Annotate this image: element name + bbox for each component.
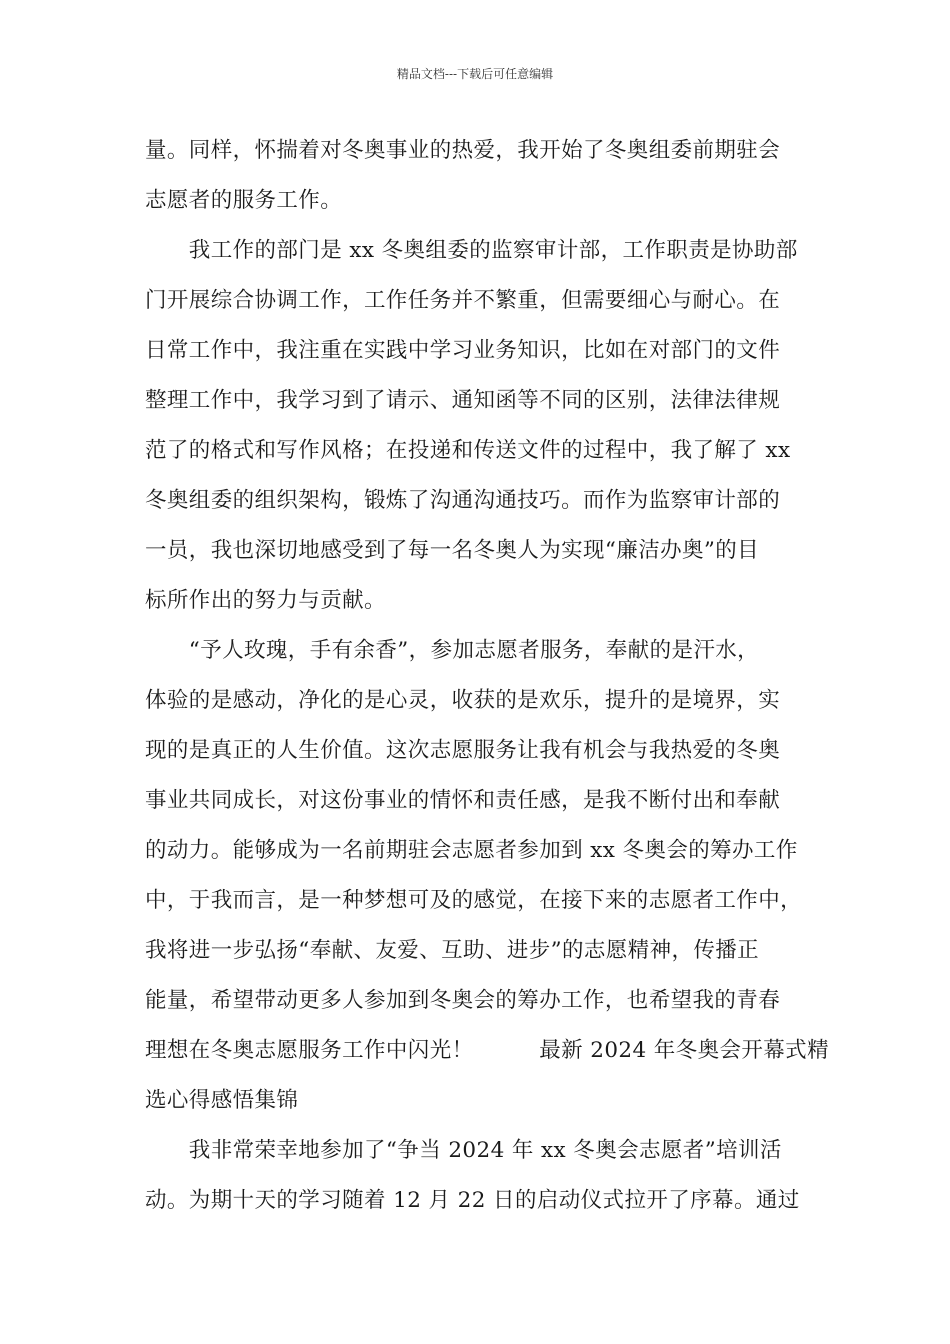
- text-line: 我将进一步弘扬“奉献、友爱、互助、进步”的志愿精神，传播正: [145, 938, 760, 963]
- page-header: 精品文档---下载后可任意编辑: [396, 67, 554, 81]
- text-line: 门开展综合协调工作，工作任务并不繁重，但需要细心与耐心。在: [145, 288, 781, 313]
- text-line: 动。为期十天的学习随着 12 月 22 日的启动仪式拉开了序幕。通过: [145, 1188, 800, 1213]
- text-line: 的动力。能够成为一名前期驻会志愿者参加到 xx 冬奥会的筹办工作: [145, 838, 798, 863]
- text-line: 一员，我也深切地感受到了每一名冬奥人为实现“廉洁办奥”的目: [145, 538, 760, 563]
- text-line: 志愿者的服务工作。: [145, 188, 343, 213]
- text-line: 整理工作中，我学习到了请示、通知函等不同的区别，法律法律规: [145, 388, 781, 413]
- text-line: 日常工作中，我注重在实践中学习业务知识，比如在对部门的文件: [145, 338, 781, 363]
- text-line: 我非常荣幸地参加了“争当 2024 年 xx 冬奥会志愿者”培训活: [145, 1138, 782, 1163]
- text-line: 标所作出的努力与贡献。: [145, 588, 386, 613]
- text-line: 理想在冬奥志愿服务工作中闪光！ 最新 2024 年冬奥会开幕式精: [145, 1038, 829, 1063]
- text-line: 体验的是感动，净化的是心灵，收获的是欢乐，提升的是境界，实: [145, 688, 781, 713]
- text-line: 范了的格式和写作风格；在投递和传送文件的过程中，我了解了 xx: [145, 438, 791, 463]
- text-line: “予人玫瑰，手有余香”，参加志愿者服务，奉献的是汗水，: [145, 638, 760, 663]
- text-line: 中，于我而言，是一种梦想可及的感觉，在接下来的志愿者工作中，: [145, 888, 803, 913]
- text-line: 我工作的部门是 xx 冬奥组委的监察审计部，工作职责是协助部: [145, 238, 798, 263]
- text-line: 选心得感悟集锦: [145, 1088, 299, 1113]
- text-line: 能量，希望带动更多人参加到冬奥会的筹办工作，也希望我的青春: [145, 988, 781, 1013]
- text-line: 冬奥组委的组织架构，锻炼了沟通沟通技巧。而作为监察审计部的: [145, 488, 781, 513]
- text-line: 事业共同成长，对这份事业的情怀和责任感，是我不断付出和奉献: [145, 788, 781, 813]
- text-line: 量。同样，怀揣着对冬奥事业的热爱，我开始了冬奥组委前期驻会: [145, 138, 781, 163]
- text-line: 现的是真正的人生价值。这次志愿服务让我有机会与我热爱的冬奥: [145, 738, 781, 763]
